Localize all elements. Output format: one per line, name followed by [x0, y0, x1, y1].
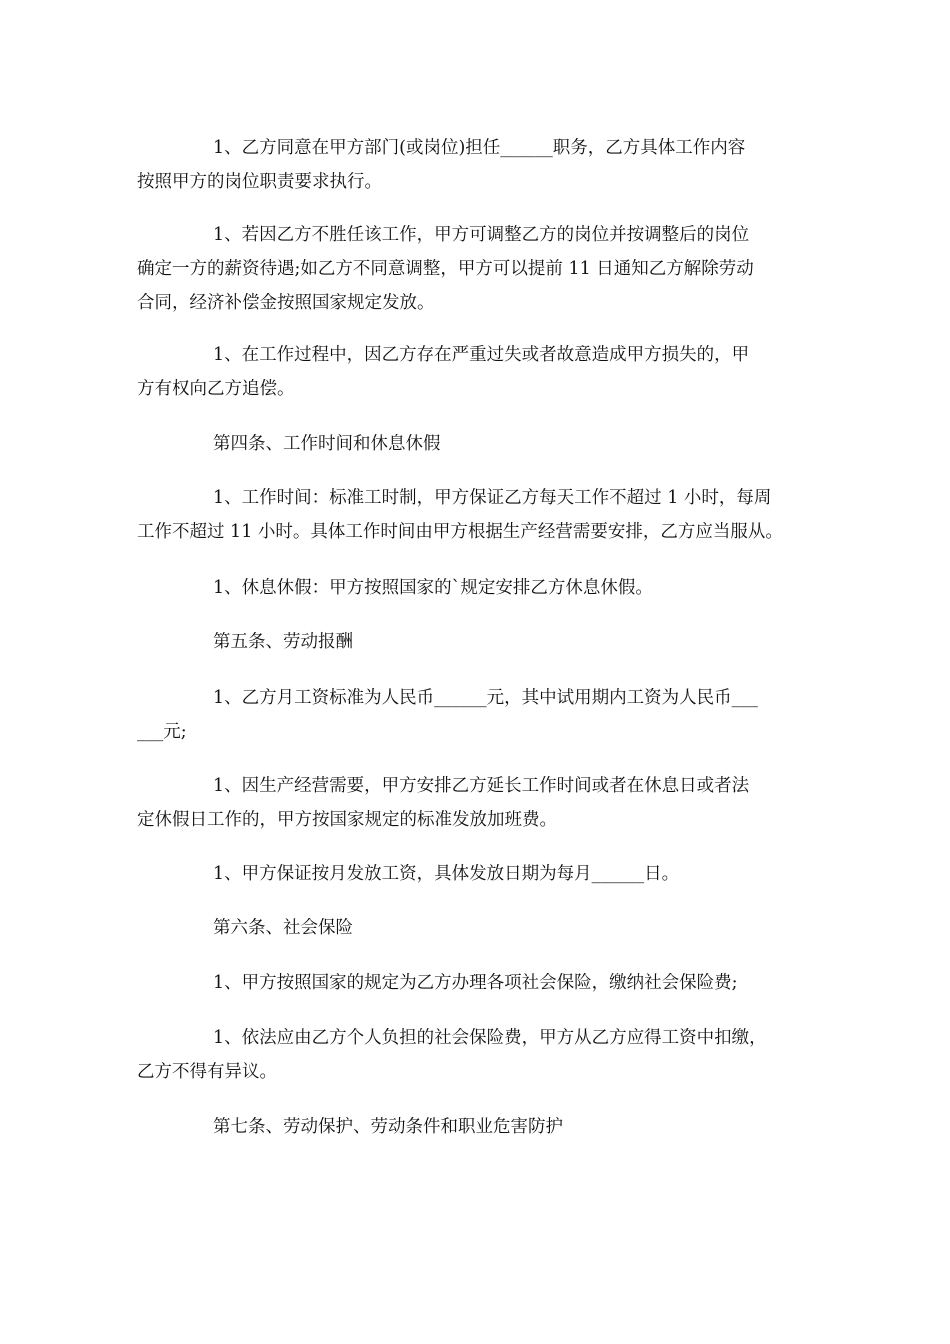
section-heading: 第七条、劳动保护、劳动条件和职业危害防护 — [213, 1117, 563, 1137]
text-line: 1、因生产经营需要，甲方安排乙方延长工作时间或者在休息日或者法 — [213, 776, 750, 796]
section-heading: 第五条、劳动报酬 — [213, 632, 353, 652]
text-line: 1、乙方同意在甲方部门(或岗位)担任______职务，乙方具体工作内容 — [213, 138, 746, 158]
paragraph-rest-leave — [137, 571, 837, 605]
text-line: 1、乙方月工资标准为人民币______元，其中试用期内工资为人民币___ — [213, 688, 758, 708]
text-line: 1、休息休假：甲方按照国家的`规定安排乙方休息休假。 — [213, 578, 653, 598]
section-heading-article-4 — [137, 427, 837, 461]
section-heading: 第四条、工作时间和休息休假 — [213, 434, 441, 454]
text-line: 1、甲方按照国家的规定为乙方办理各项社会保险，缴纳社会保险费; — [213, 973, 738, 993]
paragraph-social-insurance — [137, 966, 837, 1000]
section-heading: 第六条、社会保险 — [213, 918, 353, 938]
paragraph-overtime-pay — [137, 769, 837, 837]
paragraph-pay-date — [137, 857, 837, 891]
text-line: 工作不超过 11 小时。具体工作时间由甲方根据生产经营需要安排，乙方应当服从。 — [137, 522, 783, 542]
text-line: ___元; — [137, 722, 187, 742]
paragraph-job-duties — [137, 131, 837, 199]
paragraph-monthly-salary — [137, 681, 837, 749]
text-line: 1、在工作过程中，因乙方存在严重过失或者故意造成甲方损失的，甲 — [213, 345, 750, 365]
text-line: 乙方不得有异议。 — [137, 1062, 277, 1082]
paragraph-compensation-claim — [137, 338, 837, 406]
section-heading-article-5 — [137, 625, 837, 659]
paragraph-position-adjustment — [137, 218, 837, 320]
text-line: 定休假日工作的，甲方按国家规定的标准发放加班费。 — [137, 810, 557, 830]
text-line: 合同，经济补偿金按照国家规定发放。 — [137, 293, 435, 313]
paragraph-insurance-deduction — [137, 1021, 837, 1089]
section-heading-article-7 — [137, 1110, 837, 1144]
section-heading-article-6 — [137, 911, 837, 945]
text-line: 1、工作时间：标准工时制，甲方保证乙方每天工作不超过 1 小时，每周 — [213, 488, 772, 508]
text-line: 按照甲方的岗位职责要求执行。 — [137, 172, 382, 192]
text-line: 1、若因乙方不胜任该工作，甲方可调整乙方的岗位并按调整后的岗位 — [213, 225, 750, 245]
text-line: 1、甲方保证按月发放工资，具体发放日期为每月______日。 — [213, 864, 680, 884]
text-line: 1、依法应由乙方个人负担的社会保险费，甲方从乙方应得工资中扣缴， — [213, 1028, 767, 1048]
paragraph-working-hours — [137, 481, 837, 549]
text-line: 方有权向乙方追偿。 — [137, 379, 295, 399]
text-line: 确定一方的薪资待遇;如乙方不同意调整，甲方可以提前 11 日通知乙方解除劳动 — [137, 259, 754, 279]
